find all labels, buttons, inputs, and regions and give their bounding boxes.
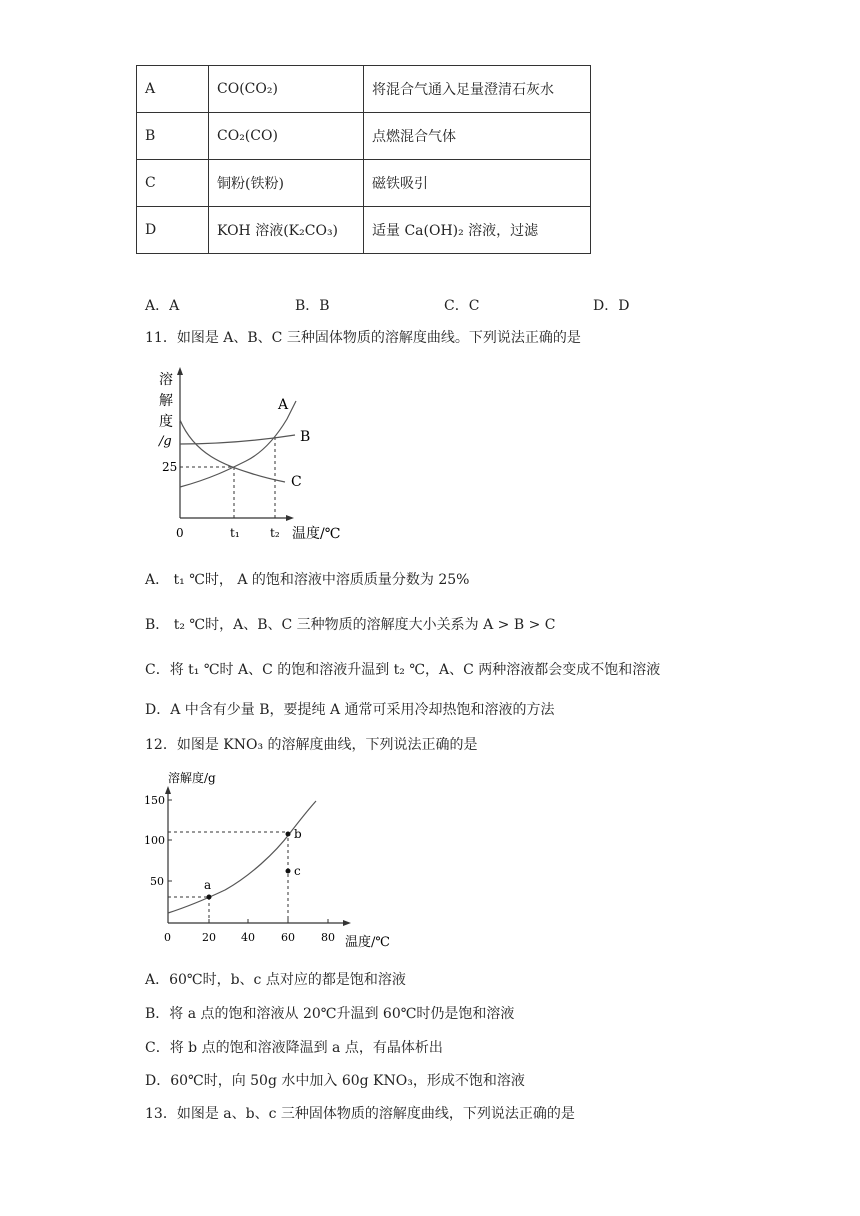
table-cell-method: 磁铁吸引	[364, 160, 591, 207]
kno3-curve	[168, 801, 316, 913]
table-cell-letter: C	[137, 160, 209, 207]
label-curve-c: C	[291, 474, 302, 490]
xtick-label-0: 0	[164, 931, 171, 944]
label-curve-b: B	[300, 429, 311, 445]
q12-stem: 12．如图是 KNO₃ 的溶解度曲线，下列说法正确的是	[145, 737, 478, 753]
ytick-label-100: 100	[144, 834, 165, 847]
table-cell-substance: CO₂(CO)	[209, 113, 364, 160]
table-row	[137, 207, 591, 254]
x-axis-arrow	[343, 920, 351, 926]
q12-option-d[interactable]: D．60℃时，向 50g 水中加入 60g KNO₃，形成不饱和溶液	[145, 1073, 525, 1089]
point-a	[207, 895, 212, 900]
table-cell-letter: D	[137, 207, 209, 254]
table-row	[137, 113, 591, 160]
choice-d[interactable]: D．D	[593, 298, 630, 314]
q11-option-d[interactable]: D．A 中含有少量 B，要提纯 A 通常可采用冷却热饱和溶液的方法	[145, 702, 555, 718]
table-row	[137, 160, 591, 207]
q11-option-c[interactable]: C．将 t₁ ℃时 A、C 的饱和溶液升温到 t₂ ℃，A、C 两种溶液都会变成不饱和溶液	[145, 662, 661, 678]
point-c	[286, 869, 291, 874]
table-cell-method: 点燃混合气体	[364, 113, 591, 160]
options-table	[136, 65, 591, 254]
x-axis-arrow	[286, 515, 294, 521]
label-point-c: c	[294, 864, 301, 878]
curve-b	[180, 435, 295, 444]
tick-origin: 0	[176, 526, 184, 540]
curve-c	[180, 420, 285, 482]
table-row	[137, 66, 591, 113]
label-curve-a: A	[278, 397, 289, 413]
tick-25: 25	[162, 460, 178, 474]
table-cell-letter: A	[137, 66, 209, 113]
ylabel-4: /g	[159, 434, 172, 449]
ylabel-3: 度	[159, 414, 173, 430]
ylabel-2: 解	[159, 393, 173, 409]
q12-solubility-figure	[140, 768, 390, 953]
label-point-b: b	[294, 827, 302, 841]
xtick-label-40: 40	[241, 931, 255, 944]
choice-a[interactable]: A．A	[145, 298, 180, 314]
xtick-label-60: 60	[281, 931, 295, 944]
q12-option-c[interactable]: C．将 b 点的饱和溶液降温到 a 点，有晶体析出	[145, 1040, 443, 1056]
ytick-label-50: 50	[150, 875, 164, 888]
table-cell-method: 将混合气通入足量澄清石灰水	[364, 66, 591, 113]
xtick-label-20: 20	[202, 931, 216, 944]
ylabel: 溶解度/g	[168, 771, 216, 785]
ytick-label-150: 150	[144, 794, 165, 807]
table-cell-substance: CO(CO₂)	[209, 66, 364, 113]
table-cell-letter: B	[137, 113, 209, 160]
q11-solubility-figure	[150, 365, 350, 547]
q11-option-b[interactable]: B． t₂ ℃时，A、B、C 三种物质的溶解度大小关系为 A > B > C	[145, 617, 556, 633]
xlabel: 温度/℃	[345, 935, 390, 950]
q11-stem: 11．如图是 A、B、C 三种固体物质的溶解度曲线。下列说法正确的是	[145, 330, 581, 346]
tick-t2: t₂	[270, 526, 280, 540]
choice-c[interactable]: C．C	[444, 298, 480, 314]
ylabel-1: 溶	[159, 372, 173, 388]
q12-option-a[interactable]: A．60℃时，b、c 点对应的都是饱和溶液	[145, 972, 406, 988]
xtick-label-80: 80	[321, 931, 335, 944]
y-axis-arrow	[177, 367, 183, 375]
y-axis-arrow	[165, 786, 171, 794]
label-point-a: a	[204, 878, 212, 892]
q12-option-b[interactable]: B．将 a 点的饱和溶液从 20℃升温到 60℃时仍是饱和溶液	[145, 1006, 515, 1022]
table-cell-method: 适量 Ca(OH)₂ 溶液，过滤	[364, 207, 591, 254]
tick-t1: t₁	[230, 526, 240, 540]
table-cell-substance: KOH 溶液(K₂CO₃)	[209, 207, 364, 254]
point-b	[286, 832, 291, 837]
choice-b[interactable]: B．B	[295, 298, 330, 314]
xlabel: 温度/℃	[292, 526, 341, 542]
q13-stem: 13．如图是 a、b、c 三种固体物质的溶解度曲线，下列说法正确的是	[145, 1106, 575, 1122]
q11-option-a[interactable]: A． t₁ ℃时， A 的饱和溶液中溶质质量分数为 25%	[145, 572, 470, 588]
table-cell-substance: 铜粉(铁粉)	[209, 160, 364, 207]
